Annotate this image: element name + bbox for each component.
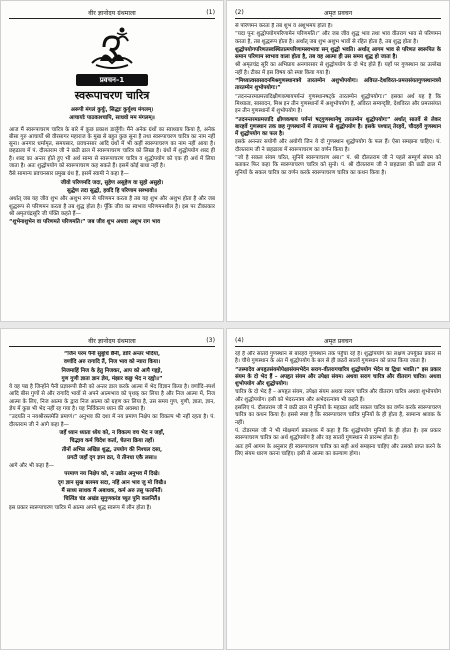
verse-line: परमाण नय निक्षेप को, न उद्योत अनुभव में दिखे।: [64, 471, 160, 478]
verse-line: गुण गुणी ज्ञाता ज्ञान ज्ञेय, मंझार कछु भेद न रह्यो॥”: [61, 375, 163, 382]
verse-line: चित्पिंड चंड अखंड सुगुणकरंड च्युत पुनि कलनितैं॥: [63, 496, 161, 503]
verse-line: निजमाहिं निज के हेतु निजकर, आप को आपै गह्यो,: [61, 367, 163, 374]
page-1: [0, 0, 224, 322]
mangal-line-2: आचार्याः पाठकाश्चापि, साधवो मम मंगलम्॥: [69, 115, 155, 122]
paragraph: आगे और भी कहा है—: [9, 463, 54, 470]
paragraph: ये वह पद्य है जिन्होंने पैनी प्रज्ञारूपी छैनी को अन्तर डाल करके आत्मा में भेद विज्ञान किया है। वर्णादि–स्पर्श आदि बीस गुणों से और रागादि भावों से अपने आत्मभाव को पृथक् कर लिया है और निज आत्मा में, निज आत्मा के लिए, निज आत्मा के द्वारा निज आत्मा को ग्रहण कर लिया है, उस समय गुण, गुणी, ज्ञाता, ज्ञान, ज्ञेय में कुछ भी भेद नहीं रह गया है। यह निर्विकल्प ध्यान की अवस्था है।: [9, 384, 215, 413]
verse-line: मैं साध्य साधक मैं अबाधक, कर्म अरु तसु फलनितैं।: [61, 488, 163, 495]
page-3: [0, 328, 224, 650]
paragraph: वैसे सामान्य प्रवचनसार प्रमुख ग्रंथ है, इसमें स्वामी ने कहा है—: [9, 171, 129, 178]
header-title: अमृत प्रवचन: [323, 338, 353, 345]
header-title: वीर ज्ञानोदय ग्रंथमाला: [88, 338, 136, 345]
paragraph: शुद्धोपयोगपरिणतस्वस्थितात्मपरिणामस्वभावः सन् शुद्धो भवति। अर्थात् आगम भाव से परिणत स्वरूपित के समान परिणाम स्वभाव वाला होता है, तब वह आत्मा ही उस समय शुद्ध हो जाता है।: [235, 46, 441, 61]
page-body: [235, 351, 441, 645]
verse-line: जीवो परिणमदि जदा, सुहेण असुहेण वा सुहो असुहो।: [60, 179, 164, 186]
paragraph: रहे हैं और सातवें गुणस्थान से बारहवें गुणस्थान तक पहुँचा रहे हैं। शुद्धोपयोग का लक्षण उपर्युक्त प्रकार से है। चौथे गुणस्थान के अंत में शुद्धोपयोग के बल से ही छठवें सातवें गुणस्थान को प्राप्त किया जाता है।: [235, 351, 441, 365]
mangal-line-1: अरूपी मंगलं कुर्युः, सिद्धाः कुर्युश्च मंगलम्।: [70, 107, 154, 113]
verse-line: तीनों अभिन्न अखिन्न शुद्ध, उपयोग की निश्चल दसा,: [61, 446, 163, 453]
paragraph: “उदयति न नयश्रीरस्तमेति प्रमाणं।” अनुभव की दशा में नय प्रमाण निक्षेप का विकल्प भी नहीं रहता है। पं. दौलतराम जी ने आगे कहा है—: [9, 414, 215, 428]
paragraph: श्री अमृतचंद्र सूरि का अभिप्राय अनगारसार से शुद्धोपयोग के दो भेद होते हैं। यहाँ पर गुणस्थान का उल्लेख नहीं है। टीका में इस विषय को स्पष्ट किया गया है।: [235, 62, 441, 76]
chapter-title: स्वरूपाचरण चारित्र: [74, 89, 150, 102]
paragraph: अतः हमें आगम के अनुसार ही स्वरूपाचरण चारित्र का सही अर्थ समझना चाहिए और उसको प्राप्त करने के लिए संयम धारण करना चाहिए। इसी से आत्मा का कल्याण होगा।: [235, 443, 441, 457]
paragraph: इस प्रकार स्वरूपाचरण चारित्र में आत्मा अपने शुद्ध स्वरूप में लीन होता है।: [9, 504, 152, 511]
verse-line: “जिन परम पैनी सुबुधि छैनी, डारि अन्तर भेदिया,: [63, 351, 161, 357]
page-2: [226, 0, 450, 322]
paragraph: “जो है सकल संयम चरित, सुनिये स्वरूपाचरण अब।” पं. श्री दौलतराम जी ने पहले सम्पूर्ण संयम को बताकर फिर कहा कि स्वरूपाचरण चारित्र को सुनो। पं. श्री दौलतराम जी ने छहढाला की छठी ढाल में मुनियों के सकल चारित्र का वर्णन करके स्वरूपाचरण चारित्र का कथन किया है।: [235, 155, 441, 176]
page-header: [9, 335, 215, 347]
om-lotus-emblem-icon: [82, 25, 142, 71]
page-body: [235, 23, 441, 317]
page-number: (4): [235, 337, 244, 344]
verse-line: वर्णादि अरु रागादि तैं, निज भाव को न्यारा किया।: [63, 359, 161, 366]
header-title: वीर ज्ञानोदय ग्रंथमाला: [88, 10, 136, 17]
paragraph: पं. टोडरमल जी ने भी मोक्षमार्ग प्रकाशक में कहा है कि शुद्धोपयोग मुनियों के ही होता है। इस प्रकार स्वरूपाचरण चारित्र का अर्थ शुद्धोपयोग है और वह सातवें गुणस्थान से प्रारम्भ होता है।: [235, 427, 441, 442]
page-body: [9, 23, 215, 317]
page-number: (1): [206, 9, 215, 16]
paragraph: “यदा पुनः शुद्धोपयोगपरिणामेन परिणमति।” और जब जीव शुद्ध भाव तथा भाव वीतराग भाव से परिणमन करता है, तब शुद्धरूप होता है। अर्थात् जब शुभ अशुभ भावों से रहित होता है, तब शुद्ध होता है।: [235, 31, 441, 45]
chapter-banner: प्रवचन–1: [76, 74, 148, 86]
paragraph: इसलिए पं. दौलतराम जी ने छठी ढाल में मुनियों के महाव्रत आदि सकल चारित्र का वर्णन करके स्वरूपाचरण चारित्र का कथन किया है। इससे स्पष्ट है कि स्वरूपाचरण चारित्र मुनियों के ही होता है, सामान्य श्रावक के नहीं।: [235, 405, 441, 426]
verse-line: सुद्धेण तदा सुद्धो, हवदि हि परिणाम सब्भावो॥: [66, 187, 157, 194]
paragraph: “शुभेनाशुभेन वा परिणमते परिणमति।” जब जीव शुभ अथवा अशुभ राग भाव: [9, 219, 160, 226]
paragraph: अर्थात् जब यह जीव शुभ और अशुभ रूप से परिणमन करता है तब यह शुभ और अशुभ होता है और जब शुद्धरूप से परिणमन करता है तब शुद्ध होता है। पूँकि जीव का स्वभाव परिणमनशील है। इस पर टीकाकार श्री अमृतचंद्रसूरि जी पंक्ति कहते हैं—: [9, 196, 215, 217]
paragraph: “मिथ्यात्वसासादनमिश्रगुणस्थानत्रये तारतम्येन अशुभोपयोगः। अविरत-देशविरत-प्रमत्तसंयतगुणस्थानत्रये तारतम्येन शुभोपयोगः।”: [235, 78, 441, 92]
verse-line: दृग ज्ञान सुख बलमय सदा, नहिं आन भाव जु मो विखै॥: [57, 479, 167, 486]
paragraph: “तदनन्तरमप्रमत्तादि क्षीणकषाय पर्यन्तं षट्गुणस्थानेषु तारतम्येन शुद्धोपयोगः” अर्थात् सातवें से लेकर बारहवें गुणस्थान तक छह गुणस्थानों में तारतम्य से शुद्धोपयोग है। इसके पश्चात् तेरहवें, चौदहवें गुणस्थान में शुद्धोपयोग का फल है।: [235, 116, 441, 138]
paragraph: आज मैं स्वरूपाचरण चारित्र के बारे में कुछ प्रकाश डालूँगी। मैंने अनेक ग्रंथों का स्वाध्याय किया है, अनेक बीसा गुरु आचार्यों श्री वीरसागर महाराज के मुख से बहुत कुछ सुना है तथा स्वरूपाचरण चारित्र का नाम नहीं सुना। अनगार धर्मामृत, समयसार, प्रवचनसार आदि ग्रंथों में भी कहीं स्वरूपाचरण का नाम नहीं आया है। छहढाला में पं. दौलतराम जी ने छठी ढाल में स्वरूपाचरण चारित्र को लिखा है। ग्रंथों में शुद्धोपयोग शब्द ही है। शब्द का अन्तर होते हुए भी अर्थ साम्य से स्वरूपाचरण चारित्र व शुद्धोपयोग को एक ही अर्थ में लिया जाता है। अतः शुद्धोपयोग को स्वरूपाचरण कह सकते हैं। इसमें कोई बाधा नहीं है।: [9, 126, 215, 170]
page-header: [235, 335, 441, 347]
page-header: [9, 7, 215, 19]
paragraph: “तदनन्तरमप्रमत्तादिक्षीणकषायपर्यन्तं गुणस्थानषट्के तारतम्येन शुद्धोपयोगः।” इसका अर्थ यह है कि मिथ्यात्व, सासादन, मिश्र इन तीन गुणस्थानों में अशुभोपयोग है, अविरत सम्यग्दृष्टि, देशविरत और प्रमत्तसंयत इन तीन गुणस्थानों में शुभोपयोग है।: [235, 93, 441, 115]
page-number: (3): [206, 337, 215, 344]
verse-line: जहँ ध्यान ध्याता ध्येय को, न विकल्प वच भेद न जहाँ,: [59, 429, 165, 436]
verse-line: चिद्भाव कर्म चिदेश कर्ता, चेतना क्रिया तहाँ।: [69, 438, 155, 445]
verse-line: प्रगटी जहाँ दृग ज्ञान व्रत, ये तीनधा एकै लसा॥: [67, 454, 157, 461]
page-number: (2): [235, 9, 244, 16]
header-title: अमृत प्रवचन: [323, 10, 353, 17]
page-header: [235, 7, 441, 19]
paragraph: इसके अनन्तर सयोगी और अयोगी जिन ये दो गुणस्थान शुद्धोपयोग के फल हैं। ऐसा समझना चाहिए। पं. दौलतराम जी ने छहढाला में स्वरूपाचरण का वर्णन किया है।: [235, 139, 441, 153]
page-4: [226, 328, 450, 650]
paragraph: चारित्र के दो भेद हैं – अपहृत संयम, उपेक्षा संयम अथवा सराग चारित्र और वीतराग चारित्र अथवा शुभोपयोग और शुद्धोपयोग। इसी को भेदरत्नत्रय और अभेदरत्नत्रय भी कहते हैं।: [235, 389, 441, 403]
paragraph: “तस्मादेव अपहृतसंयमोपेक्षासंयमभेदेन सराग-वीतरागचारित्र शुद्धोपयोग भेदेन वा द्विधा भवति।” इस प्रकार संयम के दो भेद हैं – अपहृत संयम और उपेक्षा संयम। अथवा सराग चारित्र और वीतराग चारित्र। अथवा शुभोपयोग और शुद्धोपयोग।: [235, 366, 441, 388]
page-body: [9, 351, 215, 645]
paragraph: से परिणमन करता है तब शुभ व अशुभमय होता है।: [235, 23, 333, 29]
